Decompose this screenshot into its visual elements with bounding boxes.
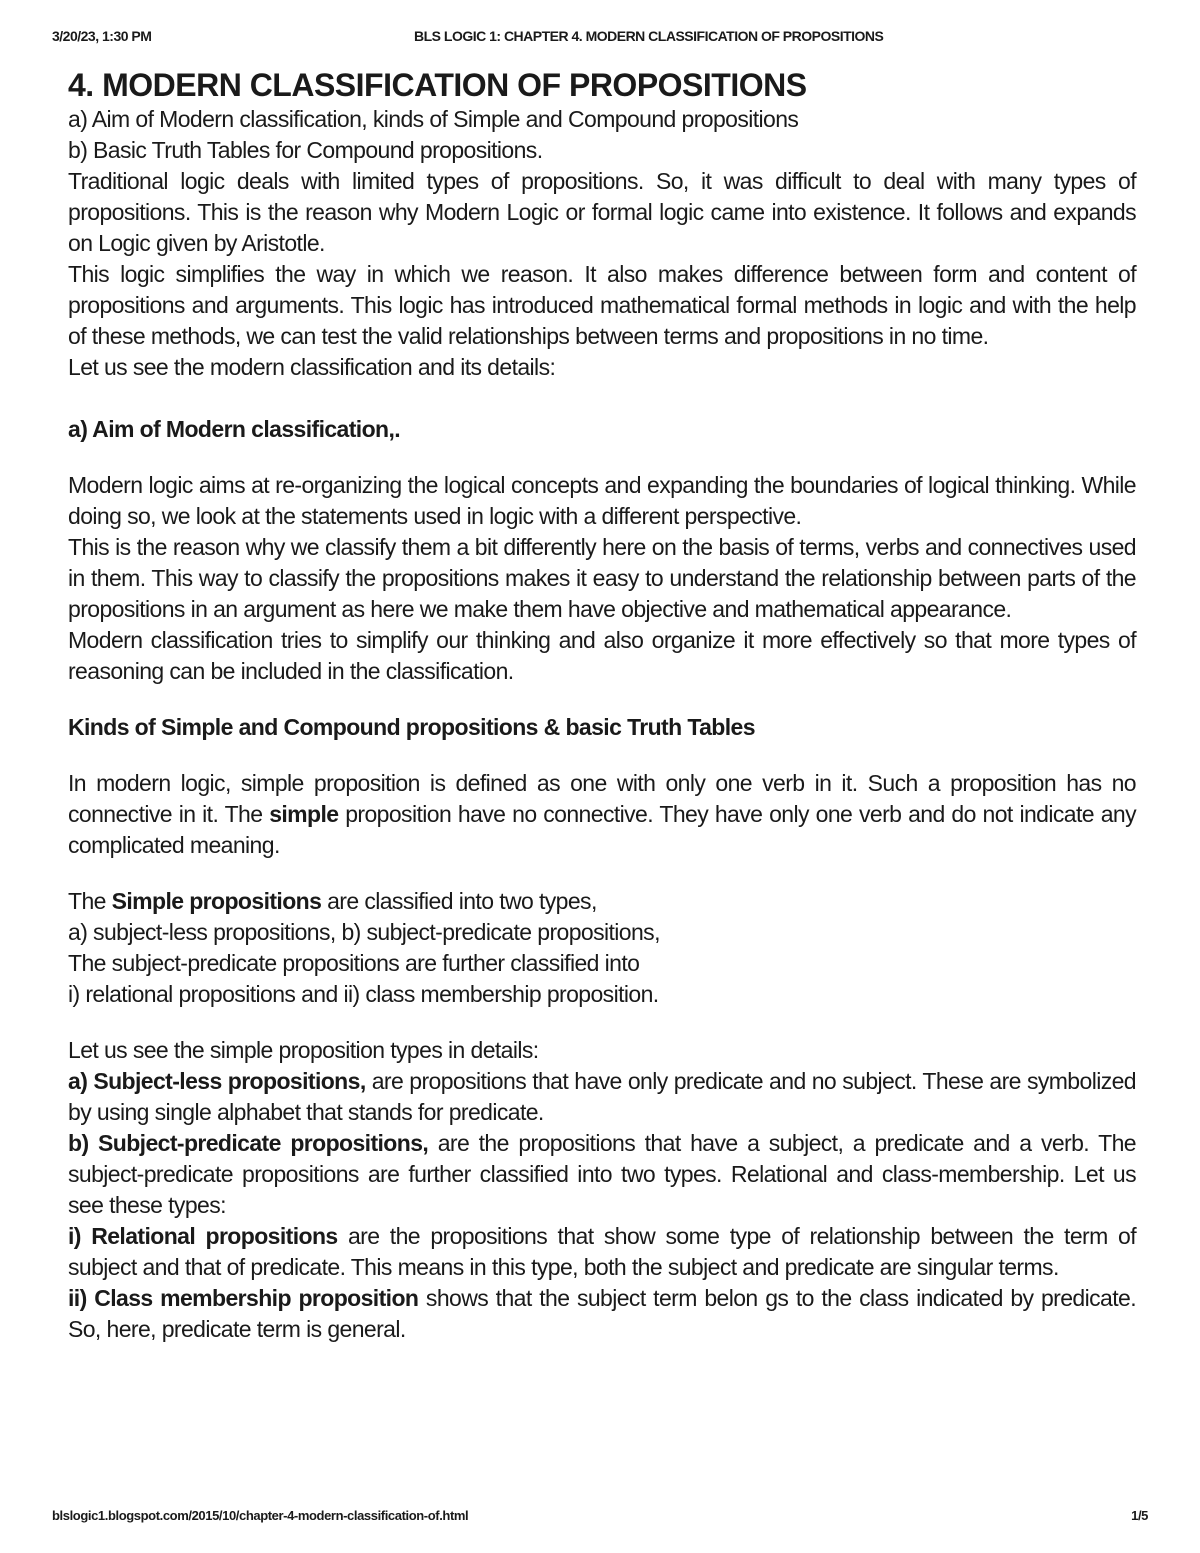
types-line-2: a) subject-less propositions, b) subject-predicate propositions,: [68, 919, 660, 945]
article-heading: 4. MODERN CLASSIFICATION OF PROPOSITIONS: [68, 67, 807, 103]
types-lead-line: The Simple propositions are classified into two types,: [68, 888, 597, 914]
section-kinds-heading: Kinds of Simple and Compound propositions & basic Truth Tables: [68, 714, 755, 740]
aim-paragraph-3: Modern classification tries to simplify our thinking and also organize it more effectively so that more types of reasoning can be included in the classification.: [68, 627, 1136, 684]
footer-url: blslogic1.blogspot.com/2015/10/chapter-4-modern-classification-of.html: [52, 1508, 469, 1523]
types-line-3: The subject-predicate propositions are further classified into: [68, 950, 640, 976]
definition-subject-less: a) Subject-less propositions, are propositions that have only predicate and no subject. These are symbolized by using single alphabet that stands for predicate.: [68, 1068, 1136, 1125]
types-line-4: i) relational propositions and ii) class membership proposition.: [68, 981, 659, 1007]
page-number: 1/5: [1131, 1508, 1148, 1523]
article-body: [68, 66, 1136, 1345]
definition-class-membership: ii) Class membership proposition shows that the subject term belon gs to the class indicated by predicate. So, here, predicate term is general.: [68, 1285, 1136, 1342]
details-intro: Let us see the simple proposition types in details:: [68, 1037, 539, 1063]
intro-paragraph-3: Let us see the modern classification and its details:: [68, 354, 556, 380]
intro-paragraph-2: This logic simplifies the way in which we reason. It also makes difference between form and content of propositions and arguments. This logic has introduced mathematical formal methods in logic and with the help of these methods, we can test the valid relationships between terms and propositions in no time.: [68, 261, 1136, 349]
print-datetime: 3/20/23, 1:30 PM: [52, 28, 152, 44]
definition-subject-predicate: b) Subject-predicate propositions, are the propositions that have a subject, a predicate and a verb. The subject-predicate propositions are further classified into two types. Relational and class-membership. Let us see these types:: [68, 1130, 1137, 1218]
aim-paragraph-2: This is the reason why we classify them a bit differently here on the basis of terms, verbs and connectives used in them. This way to classify the propositions makes it easy to understand the relationship between parts of the propositions in an argument as here we make them have objective and mathematical appearance.: [68, 534, 1136, 622]
definition-relational: i) Relational propositions are the propositions that show some type of relationship between the term of subject and that of predicate. This means in this type, both the subject and predicate are singular terms.: [68, 1223, 1136, 1280]
print-header: [52, 28, 1150, 48]
section-aim-heading: a) Aim of Modern classification,.: [68, 416, 401, 442]
topic-b-line: b) Basic Truth Tables for Compound propositions.: [68, 137, 543, 163]
intro-paragraph-1: Traditional logic deals with limited types of propositions. So, it was difficult to deal with many types of propositions. This is the reason why Modern Logic or formal logic came into existence. It follows and expands on Logic given by Aristotle.: [68, 168, 1136, 256]
print-page-title: BLS LOGIC 1: CHAPTER 4. MODERN CLASSIFICATION OF PROPOSITIONS: [414, 28, 884, 44]
kinds-paragraph-1: In modern logic, simple proposition is defined as one with only one verb in it. Such a proposition has no connective in it. The simple proposition have no connective. They have only one verb and do not indicate any complicated meaning.: [68, 770, 1136, 858]
aim-paragraph-1: Modern logic aims at re-organizing the logical concepts and expanding the boundaries of logical thinking. While doing so, we look at the statements used in logic with a different perspective.: [68, 472, 1136, 529]
topic-a-line: a) Aim of Modern classification, kinds of Simple and Compound propositions: [68, 106, 799, 132]
